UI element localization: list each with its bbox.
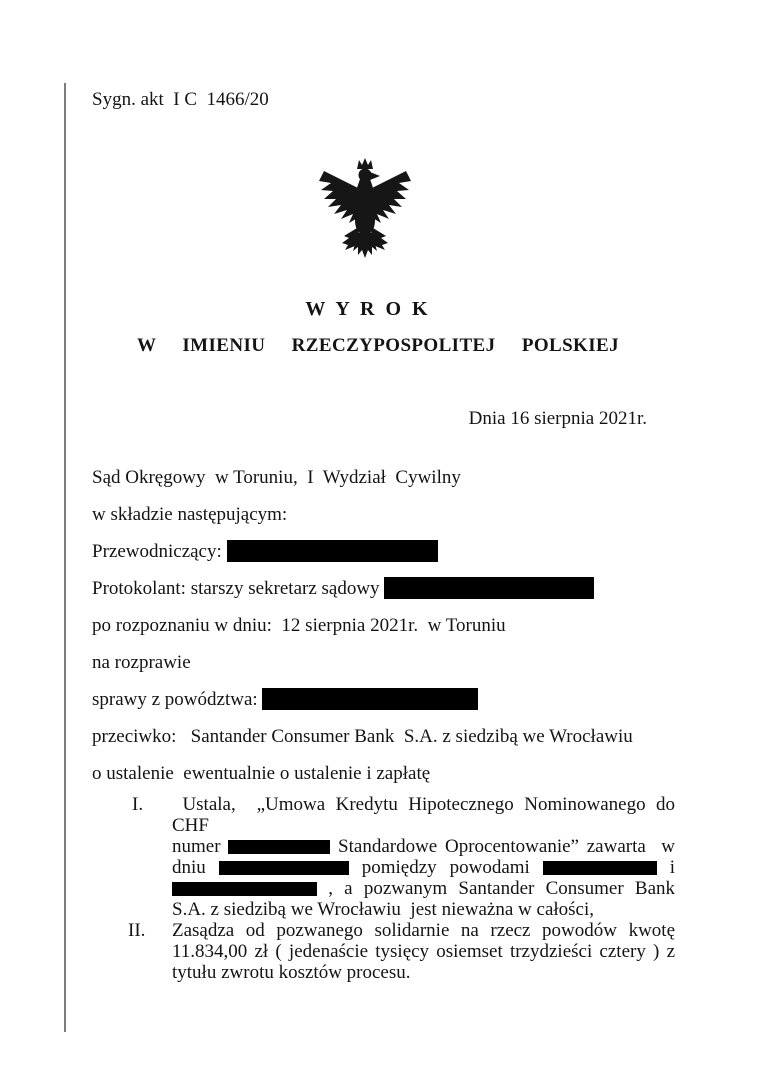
hearing-type-line: na rozprawie xyxy=(92,652,191,673)
court-name-line: Sąd Okręgowy w Toruniu, I Wydział Cywilny xyxy=(92,467,461,488)
redaction-bar-contract-date xyxy=(219,861,349,875)
eagle-icon xyxy=(318,158,412,258)
ruling-2-number: II. xyxy=(128,920,146,941)
ruling-2-line-2: 11.834,00 zł ( jedenaście tysięcy osiemset trzydzieści cztery ) z xyxy=(172,941,675,962)
clerk-label: Protokolant: starszy sekretarz sądowy xyxy=(92,578,380,599)
scan-edge-line xyxy=(64,83,66,1032)
polish-eagle-emblem xyxy=(318,158,412,258)
court-header-block xyxy=(92,459,680,792)
presiding-judge-line xyxy=(92,533,680,570)
ruling-2-line-1: Zasądza od pozwanego solidarnie na rzecz powodów kwotę xyxy=(172,920,675,941)
redaction-bar-contract-number xyxy=(228,840,330,854)
ruling-item-1 xyxy=(92,794,680,920)
ruling-1-number: I. xyxy=(132,794,144,815)
panel-intro-line: w składzie następującym: xyxy=(92,504,288,525)
case-subject-line: o ustalenie ewentualnie o ustalenie i zapłatę xyxy=(92,763,431,784)
document-content xyxy=(92,0,680,983)
judgment-title: W Y R O K xyxy=(305,298,431,320)
redaction-bar-plaintiff-name-2 xyxy=(172,882,317,896)
court-clerk-line xyxy=(92,570,680,607)
redaction-bar-plaintiff-name-1 xyxy=(543,861,657,875)
ruling-1-line-4 xyxy=(172,878,675,899)
presiding-label: Przewodniczący: xyxy=(92,541,222,562)
defendant-line: przeciwko: Santander Consumer Bank S.A. z siedzibą we Wrocławiu xyxy=(92,726,633,747)
redaction-bar-plaintiff-names xyxy=(262,688,478,710)
ruling-1-body xyxy=(172,794,680,920)
ruling-2-line-3: tytułu zwrotu kosztów procesu. xyxy=(172,962,411,983)
text-segment: , a pozwanym Santander Consumer Bank xyxy=(328,878,676,899)
text-segment: Standardowe Oprocentowanie” zawarta w xyxy=(338,836,676,857)
plaintiff-line xyxy=(92,681,680,718)
ruling-1-line-3 xyxy=(172,857,675,878)
text-segment: i xyxy=(669,857,676,878)
redaction-bar-presiding-name xyxy=(227,540,438,562)
hearing-date-line: po rozpoznaniu w dniu: 12 sierpnia 2021r. w Toruniu xyxy=(92,615,506,636)
case-number: Sygn. akt I C 1466/20 xyxy=(92,89,269,110)
ruling-1-line-2 xyxy=(172,836,675,857)
judgment-date: Dnia 16 sierpnia 2021r. xyxy=(468,408,647,429)
ruling-1-line-5: S.A. z siedzibą we Wrocławiu jest nieważna w całości, xyxy=(172,899,595,920)
ruling-2-body xyxy=(172,920,675,983)
text-segment: numer xyxy=(172,836,221,857)
text-segment: dniu xyxy=(172,857,206,878)
ruling-item-2 xyxy=(92,920,680,983)
judgment-subtitle: W IMIENIU RZECZYPOSPOLITEJ POLSKIEJ xyxy=(137,335,619,356)
ruling-1-line-1: Ustala, „Umowa Kredytu Hipotecznego Nominowanego do CHF xyxy=(172,794,680,836)
redaction-bar-clerk-name xyxy=(384,577,594,599)
plaintiff-label: sprawy z powództwa: xyxy=(92,689,258,710)
rulings-list xyxy=(92,794,680,983)
text-segment: pomiędzy powodami xyxy=(361,857,530,878)
